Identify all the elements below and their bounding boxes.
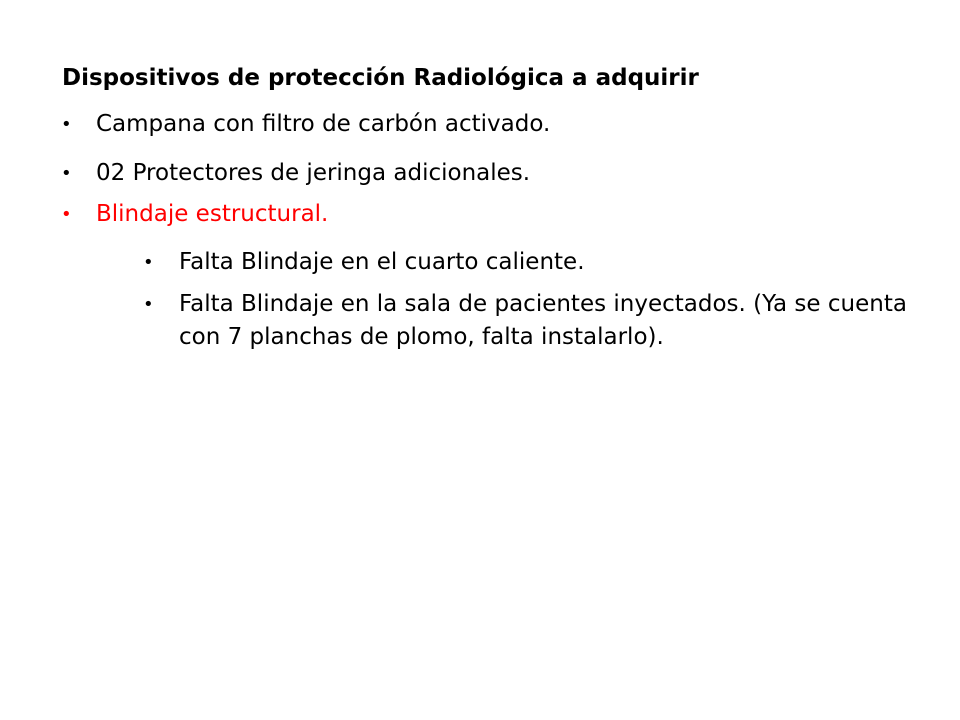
list-item-text: Blindaje estructural. — [96, 201, 329, 227]
bullet-icon: • — [61, 163, 72, 184]
sub-item-sala-pacientes — [143, 288, 919, 354]
list-item-protectores — [61, 157, 531, 190]
list-item-text: Campana con filtro de carbón activado. — [96, 111, 551, 137]
bullet-icon: • — [61, 204, 72, 225]
bullet-icon: • — [143, 294, 154, 315]
bullet-icon: • — [61, 114, 72, 135]
list-item-campana — [61, 108, 551, 141]
sub-item-text: Falta Blindaje en la sala de pacientes inyectados. (Ya se cuenta con 7 planchas de plomo, falta instalarlo). — [179, 291, 907, 350]
bullet-icon: • — [143, 252, 154, 273]
list-item-blindaje — [61, 198, 329, 231]
slide-title: Dispositivos de protección Radiológica a adquirir — [62, 65, 699, 91]
sub-item-text: Falta Blindaje en el cuarto caliente. — [179, 249, 585, 275]
sub-item-cuarto-caliente — [143, 246, 585, 279]
list-item-text: 02 Protectores de jeringa adicionales. — [96, 160, 531, 186]
